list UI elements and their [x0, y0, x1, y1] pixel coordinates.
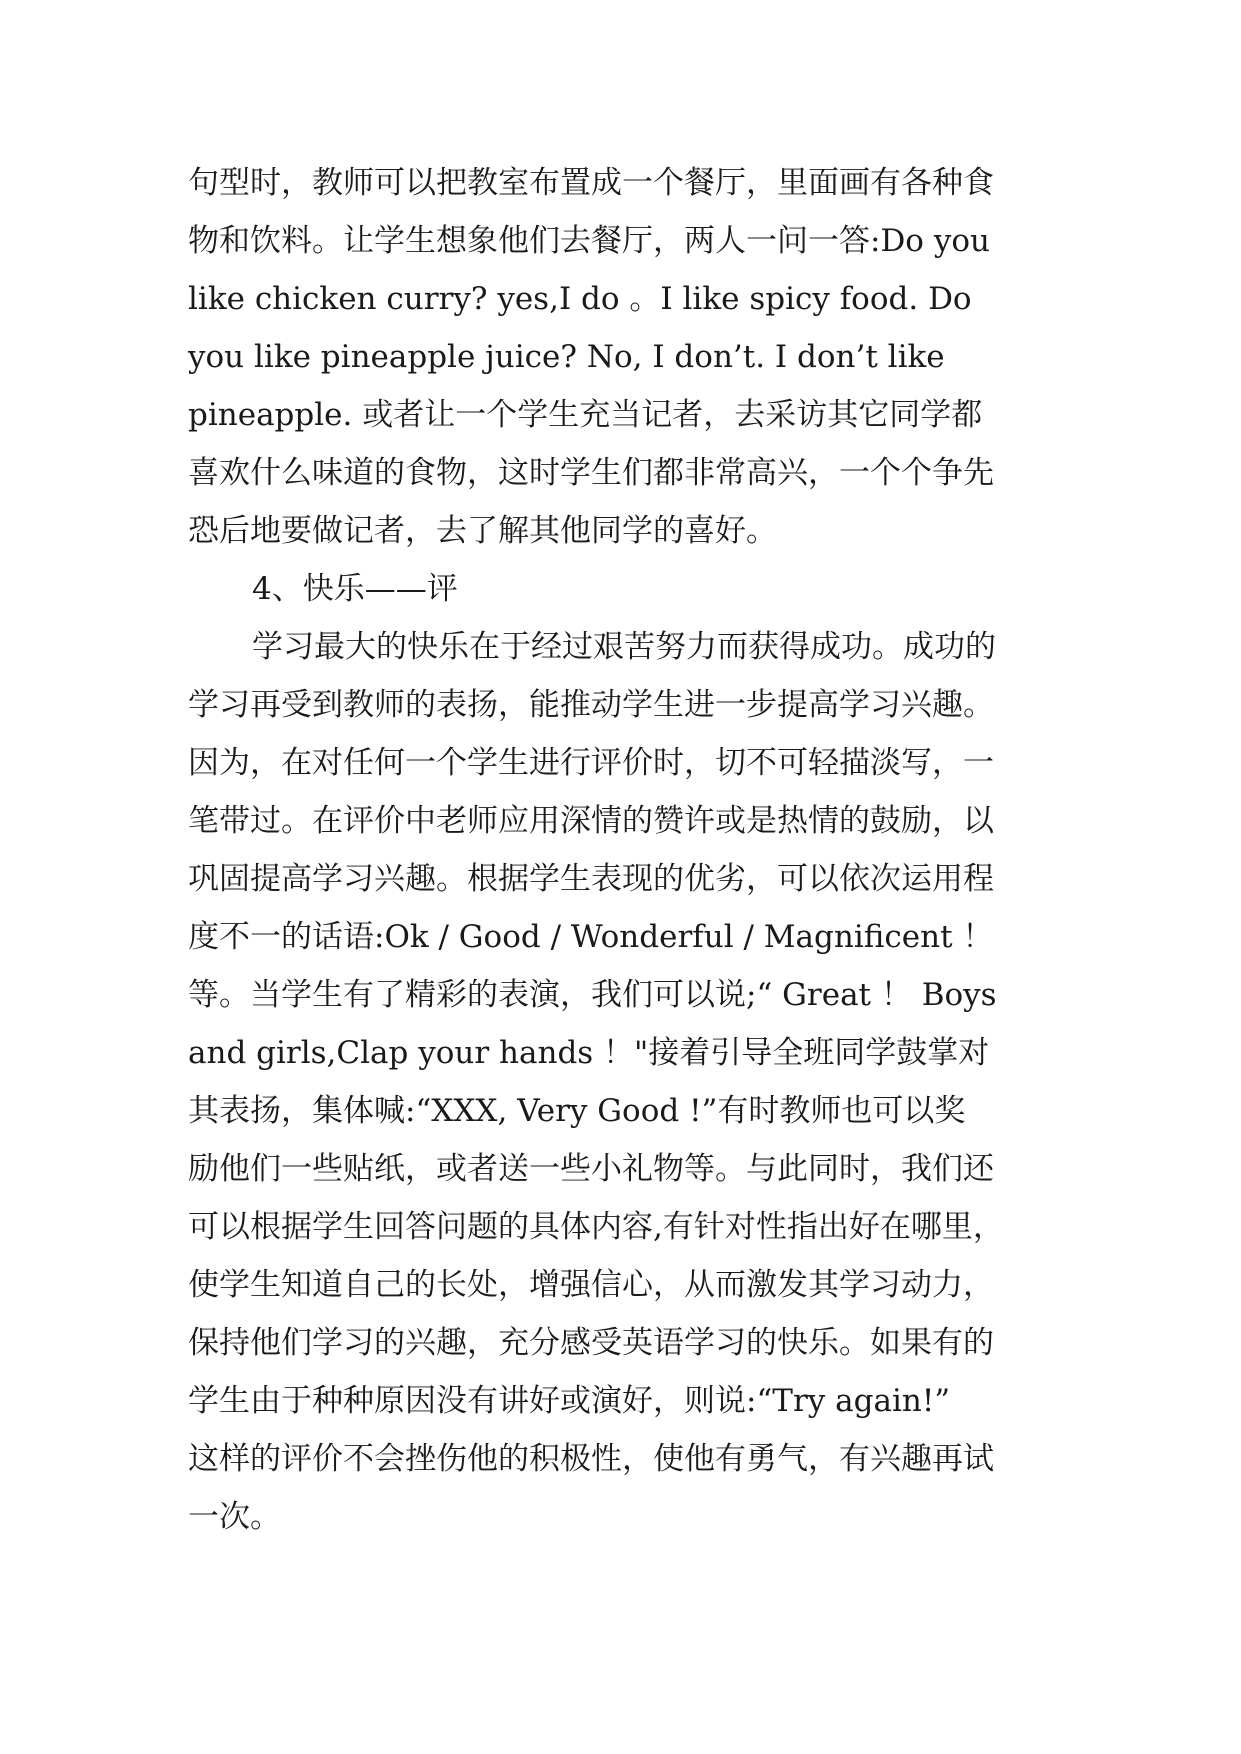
section-heading: 4、快乐——评 — [252, 571, 458, 607]
text-line: 物和饮料。让学生想象他们去餐厅，两人一问一答:Do you — [188, 223, 990, 259]
text-line: you like pineapple juice? No, I don’t. I don’t like — [188, 339, 945, 375]
text-line: 学生由于种种原因没有讲好或演好，则说:“Try again!” — [188, 1383, 951, 1419]
text-line: 保持他们学习的兴趣，充分感受英语学习的快乐。如果有的 — [188, 1325, 994, 1361]
text-line: 学习再受到教师的表扬，能推动学生进一步提高学习兴趣。 — [188, 687, 994, 723]
text-line: like chicken curry? yes,I do 。I like spicy food. Do — [188, 281, 972, 317]
text-line: 喜欢什么味道的食物，这时学生们都非常高兴，一个个争先 — [188, 455, 994, 491]
body-text — [188, 154, 1058, 1546]
text-line: 其表扬，集体喊:“XXX, Very Good !”有时教师也可以奖 — [188, 1093, 966, 1129]
text-line: 句型时，教师可以把教室布置成一个餐厅，里面画有各种食 — [188, 165, 994, 201]
text-line: and girls,Clap your hands ！"接着引导全班同学鼓掌对 — [188, 1035, 990, 1071]
text-line: 可以根据学生回答问题的具体内容,有针对性指出好在哪里， — [188, 1209, 1004, 1245]
text-line: 一次。 — [188, 1499, 281, 1535]
text-line: 度不一的话语:Ok / Good / Wonderful / Magnificent ！ — [188, 919, 994, 955]
text-line: 等。当学生有了精彩的表演，我们可以说;“ Great ！ Boys — [188, 977, 997, 1013]
text-line: 使学生知道自己的长处，增强信心，从而激发其学习动力， — [188, 1267, 994, 1303]
text-line: 这样的评价不会挫伤他的积极性，使他有勇气，有兴趣再试 — [188, 1441, 994, 1477]
text-line: pineapple. 或者让一个学生充当记者，去采访其它同学都 — [188, 397, 983, 433]
text-line: 学习最大的快乐在于经过艰苦努力而获得成功。成功的 — [252, 629, 996, 665]
text-line: 巩固提高学习兴趣。根据学生表现的优劣，可以依次运用程 — [188, 861, 994, 897]
text-line: 因为，在对任何一个学生进行评价时，切不可轻描淡写，一 — [188, 745, 994, 781]
text-line: 笔带过。在评价中老师应用深情的赞许或是热情的鼓励，以 — [188, 803, 994, 839]
text-line: 恐后地要做记者，去了解其他同学的喜好。 — [188, 513, 777, 549]
text-line: 励他们一些贴纸，或者送一些小礼物等。与此同时，我们还 — [188, 1151, 994, 1187]
